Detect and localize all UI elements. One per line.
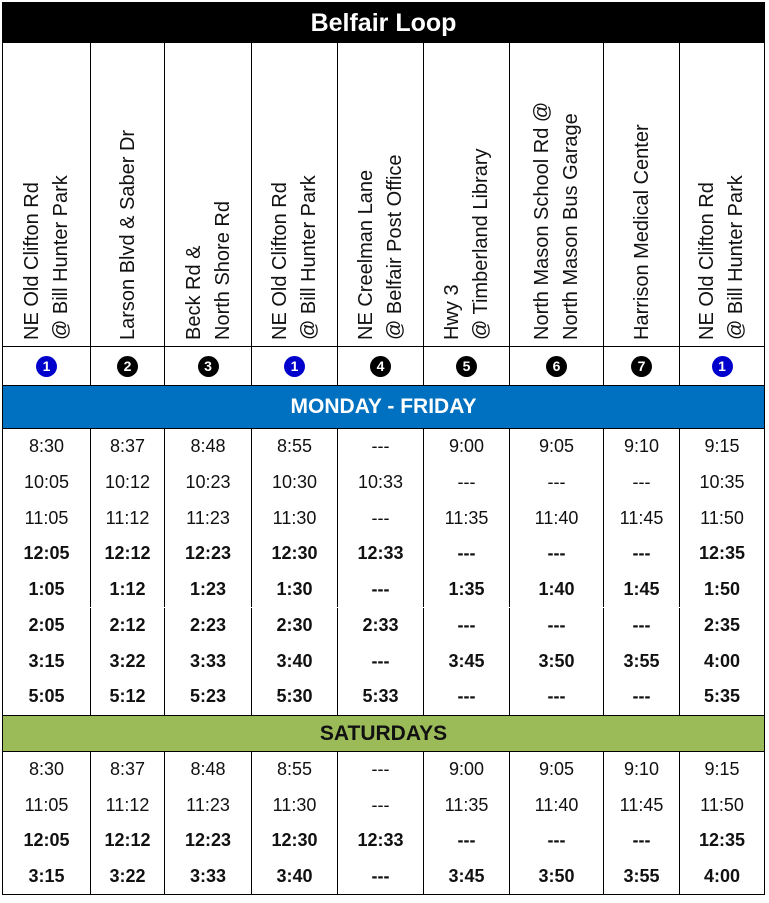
time-cell: 9:15	[704, 759, 740, 780]
time-cell: 8:55	[252, 429, 338, 465]
time-cell: 11:50	[700, 794, 744, 815]
time-cell: ---	[338, 752, 424, 788]
time-cell: 1:12	[91, 572, 165, 608]
stop-badge-cell	[510, 347, 604, 385]
stop-name-line: Harrison Medical Center	[630, 124, 653, 340]
stop-name-line: NE Creelman Lane	[355, 169, 377, 340]
time-cell: ---	[424, 679, 510, 715]
time-cell: 2:12	[91, 608, 165, 644]
stop-name-line: @ Timberland Library	[470, 148, 492, 340]
time-cell: 3:50	[510, 643, 604, 679]
stop-number-badge: 6	[546, 356, 567, 377]
time-cell: 3:55	[604, 859, 680, 895]
stop-badge-cell	[91, 347, 165, 385]
time-cell: ---	[338, 572, 424, 608]
time-cell: 11:05	[3, 788, 91, 824]
time-cell: ---	[510, 679, 604, 715]
stop-number-badge: 1	[284, 356, 305, 377]
time-cell: 11:23	[165, 788, 252, 824]
stop-number-row	[3, 346, 764, 386]
stop-badge-cell	[424, 347, 510, 385]
time-cell: 8:37	[91, 429, 165, 465]
time-cell: 11:45	[604, 788, 680, 824]
time-cell: 10:30	[252, 465, 338, 501]
time-cell: 5:30	[252, 679, 338, 715]
table-row	[3, 572, 764, 608]
time-cell: 3:33	[165, 643, 252, 679]
stop-name-line: Beck Rd &	[182, 245, 205, 340]
stop-header	[510, 43, 604, 346]
time-cell: ---	[510, 536, 604, 572]
time-cell: 3:22	[91, 643, 165, 679]
time-cell: 12:12	[91, 823, 165, 859]
time-cell: 11:45	[604, 500, 680, 536]
time-cell: 3:45	[424, 643, 510, 679]
time-cell: 12:05	[3, 536, 91, 572]
stop-number-badge: 5	[456, 356, 477, 377]
time-cell: 9:10	[604, 429, 680, 465]
time-cell: ---	[510, 608, 604, 644]
time-cell: 8:48	[165, 429, 252, 465]
time-cell: 11:23	[165, 500, 252, 536]
stop-header	[424, 43, 510, 346]
stop-header	[91, 43, 165, 346]
table-row	[3, 536, 764, 572]
stop-number-badge: 1	[36, 356, 57, 377]
table-row	[3, 788, 764, 824]
time-cell: ---	[424, 823, 510, 859]
time-cell: 3:50	[510, 859, 604, 895]
weekday-times	[3, 429, 764, 715]
time-cell: 12:23	[165, 536, 252, 572]
time-cell: 8:30	[3, 752, 91, 788]
time-cell: 12:05	[3, 823, 91, 859]
stop-name-line: North Shore Rd	[211, 201, 234, 340]
time-cell: 11:40	[510, 788, 604, 824]
stop-name-line: Hwy 3	[441, 284, 463, 340]
time-cell: ---	[510, 823, 604, 859]
stop-header	[165, 43, 252, 346]
time-cell: 9:15	[704, 436, 740, 457]
table-row	[3, 859, 764, 895]
time-cell: 11:12	[91, 500, 165, 536]
time-cell: 1:45	[604, 572, 680, 608]
stop-header	[604, 43, 680, 346]
time-cell: 11:30	[252, 500, 338, 536]
time-cell: 3:40	[252, 643, 338, 679]
time-cell: 11:35	[424, 500, 510, 536]
time-cell: 12:23	[165, 823, 252, 859]
time-cell: 10:33	[338, 465, 424, 501]
stop-name-line: North Mason School Rd @	[531, 101, 553, 340]
stop-number-badge: 4	[370, 356, 391, 377]
time-cell: 8:37	[91, 752, 165, 788]
time-cell: 9:10	[604, 752, 680, 788]
stop-badge-cell	[680, 347, 764, 385]
time-cell: 12:30	[252, 823, 338, 859]
section-band-weekday: MONDAY - FRIDAY	[3, 386, 764, 429]
time-cell: 12:12	[91, 536, 165, 572]
time-cell: ---	[338, 643, 424, 679]
time-cell: 3:33	[165, 859, 252, 895]
time-cell: 2:33	[338, 608, 424, 644]
time-cell: 10:12	[91, 465, 165, 501]
time-cell: 10:23	[165, 465, 252, 501]
stop-name-line: NE Old Clifton Rd	[696, 182, 718, 340]
time-cell: 12:35	[698, 543, 746, 564]
stop-number-badge: 3	[198, 356, 219, 377]
time-cell: ---	[604, 679, 680, 715]
time-cell: 9:00	[424, 429, 510, 465]
time-cell: 11:50	[700, 507, 744, 528]
time-cell: ---	[338, 500, 424, 536]
table-row	[3, 643, 764, 679]
stop-number-badge: 2	[117, 356, 138, 377]
time-cell: ---	[338, 788, 424, 824]
time-cell: ---	[424, 608, 510, 644]
time-cell: 8:55	[252, 752, 338, 788]
time-cell: 1:40	[510, 572, 604, 608]
stop-badge-cell	[3, 347, 91, 385]
stop-header	[3, 43, 91, 346]
time-cell: 10:35	[699, 472, 745, 493]
schedule-title: Belfair Loop	[3, 3, 764, 43]
time-cell: ---	[424, 536, 510, 572]
time-cell: 1:35	[424, 572, 510, 608]
time-cell: 2:05	[3, 608, 91, 644]
time-cell: 5:12	[91, 679, 165, 715]
stop-header	[252, 43, 338, 346]
time-cell: 8:48	[165, 752, 252, 788]
stop-name-line: @ Bill Hunter Park	[298, 175, 320, 340]
time-cell: 3:15	[3, 643, 91, 679]
time-cell: ---	[424, 465, 510, 501]
stop-badge-cell	[252, 347, 338, 385]
time-cell: ---	[604, 608, 680, 644]
table-row	[3, 500, 764, 536]
time-cell: 1:05	[3, 572, 91, 608]
time-cell: 4:00	[703, 650, 741, 671]
time-cell: 11:40	[510, 500, 604, 536]
time-cell: 12:33	[338, 536, 424, 572]
table-row	[3, 679, 764, 715]
time-cell: 12:35	[698, 830, 746, 851]
time-cell: 11:12	[91, 788, 165, 824]
time-cell: ---	[604, 465, 680, 501]
stop-name-line: NE Old Clifton Rd	[269, 182, 291, 340]
stop-name-line: @ Belfair Post Office	[384, 154, 406, 340]
schedule-table	[2, 2, 765, 895]
table-row	[3, 823, 764, 859]
time-cell: 9:05	[510, 429, 604, 465]
stop-number-badge: 7	[631, 356, 652, 377]
time-cell: 1:50	[703, 579, 741, 600]
stop-header	[338, 43, 424, 346]
time-cell: 5:35	[703, 686, 741, 707]
section-band-saturday: SATURDAYS	[3, 715, 764, 752]
time-cell: ---	[604, 536, 680, 572]
time-cell: 12:30	[252, 536, 338, 572]
time-cell: ---	[604, 823, 680, 859]
stop-name-line: @ Bill Hunter Park	[50, 175, 72, 340]
time-cell: 9:05	[510, 752, 604, 788]
time-cell: 3:45	[424, 859, 510, 895]
time-cell: 5:33	[338, 679, 424, 715]
time-cell: ---	[338, 859, 424, 895]
stop-badge-cell	[338, 347, 424, 385]
time-cell: 2:30	[252, 608, 338, 644]
time-cell: ---	[510, 465, 604, 501]
table-row	[3, 465, 764, 501]
time-cell: 1:30	[252, 572, 338, 608]
time-cell: 5:23	[165, 679, 252, 715]
time-cell: 3:15	[3, 859, 91, 895]
time-cell: 9:00	[424, 752, 510, 788]
time-cell: 3:40	[252, 859, 338, 895]
time-cell: 4:00	[703, 865, 741, 886]
time-cell: 3:55	[604, 643, 680, 679]
time-cell: 1:23	[165, 572, 252, 608]
saturday-times	[3, 752, 764, 894]
time-cell: 11:30	[252, 788, 338, 824]
time-cell: 10:05	[3, 465, 91, 501]
time-cell: 2:35	[703, 614, 741, 635]
table-row	[3, 429, 764, 465]
table-row	[3, 752, 764, 788]
time-cell: 2:23	[165, 608, 252, 644]
table-row	[3, 608, 764, 644]
time-cell: 3:22	[91, 859, 165, 895]
stop-header	[680, 43, 764, 346]
stop-number-badge: 1	[712, 356, 733, 377]
stop-name-line: NE Old Clifton Rd	[21, 182, 43, 340]
time-cell: 12:33	[338, 823, 424, 859]
stop-name-line: Larson Blvd & Saber Dr	[116, 129, 139, 340]
time-cell: 8:30	[3, 429, 91, 465]
stop-badge-cell	[604, 347, 680, 385]
time-cell: 5:05	[3, 679, 91, 715]
stop-name-line: North Mason Bus Garage	[560, 113, 582, 340]
time-cell: ---	[338, 429, 424, 465]
time-cell: 11:05	[3, 500, 91, 536]
time-cell: 11:35	[424, 788, 510, 824]
stop-badge-cell	[165, 347, 252, 385]
stop-name-line: @ Bill Hunter Park	[725, 175, 747, 340]
